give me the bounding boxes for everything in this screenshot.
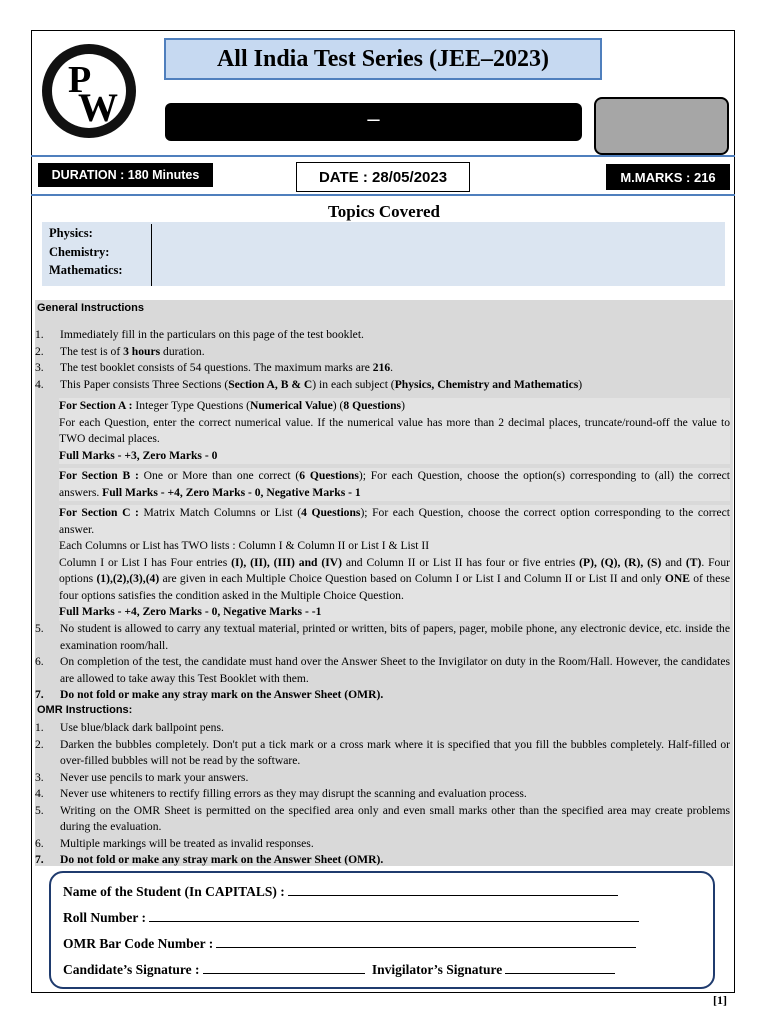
instruction-item: 1. Immediately fill in the particulars on this page of the test booklet.	[35, 328, 364, 341]
omr-item: 4. Never use whiteners to rectify filling errors as they may disrupt the scanning and evaluation process.	[35, 787, 527, 800]
section-c-block: For Section C : Matrix Match Columns or List (4 Questions); For each Question, choose the correct option corresponding to the correct answer. Each Columns or List has TWO lists : Column I & Column II or List I & List II Column I or List I has Four entries (I), (II), (III) and (IV) and Column II or List II has four or five entries (P), (Q), (R), (S) and (T). Four options (1),(2),(3),(4) are given in each Multiple Choice Question based on Column I or List I and Column II or List II and only ONE of these four options satisfies the condition asked in the Multiple Choice Question. Full Marks - +4, Zero Marks - 0, Negative Marks - -1	[59, 505, 730, 621]
page-number: [1]	[713, 993, 727, 1007]
omr-barcode-row: OMR Bar Code Number :	[63, 935, 636, 952]
date-box: DATE : 28/05/2023	[296, 162, 470, 192]
instruction-item: 3. The test booklet consists of 54 questions. The maximum marks are 216.	[35, 361, 394, 374]
instruction-item: 7. Do not fold or make any stray mark on the Answer Sheet (OMR).	[35, 688, 384, 701]
omr-item: 6. Multiple markings will be treated as invalid responses.	[35, 836, 314, 850]
topics-title: Topics Covered	[328, 202, 440, 221]
section-a-block: For Section A : Integer Type Questions (Numerical Value) (8 Questions) For each Question, enter the correct numerical value. If the numerical value has more than 2 decimal places, truncate/round-off the value to TWO decimal places. Full Marks - +3, Zero Marks - 0	[59, 398, 730, 464]
topics-box	[42, 222, 725, 286]
student-name-field[interactable]	[288, 883, 618, 896]
section-b-block: For Section B : One or More than one correct (6 Questions); For each Question, choose the option(s) corresponding to (all) the correct answers. Full Marks - +4, Zero Marks - 0, Negative Marks - 1	[59, 468, 730, 501]
invigilator-signature-field[interactable]	[505, 961, 615, 974]
logo-letter-w: W	[78, 85, 118, 130]
instruction-item: 6. On completion of the test, the candidate must hand over the Answer Sheet to the Invigilator on duty in the Room/Hall. However, the candidates are allowed to take away this Test Booklet with them.	[35, 655, 730, 685]
student-name-row: Name of the Student (In CAPITALS) :	[63, 883, 618, 900]
omr-item: 2. Darken the bubbles completely. Don't put a tick mark or a cross mark where it is specified that you fill the bubbles completely. Half-filled or over-filled bubbles will not be read by the software.	[35, 737, 730, 767]
instruction-item: 4. This Paper consists Three Sections (Section A, B & C) in each subject (Physics, Chemistry and Mathematics)	[35, 377, 583, 391]
omr-item: 1. Use blue/black dark ballpoint pens.	[35, 721, 224, 734]
omr-item: 7. Do not fold or make any stray mark on the Answer Sheet (OMR).	[35, 853, 384, 866]
candidate-signature-field[interactable]	[203, 961, 365, 974]
omr-instructions-heading: OMR Instructions:	[37, 704, 133, 716]
logo-letter-p: P	[68, 59, 92, 101]
pw-logo	[42, 44, 136, 138]
header-divider-top	[31, 155, 735, 157]
signature-row: Candidate’s Signature : Invigilator’s Signature	[63, 961, 615, 978]
omr-barcode-field[interactable]	[216, 935, 636, 948]
grey-code-box	[594, 97, 729, 155]
topic-mathematics-label: Mathematics:	[49, 263, 123, 277]
topic-physics-label: Physics:	[49, 226, 93, 240]
topic-chemistry-label: Chemistry:	[49, 244, 110, 259]
header-divider-bottom	[31, 194, 735, 196]
roll-number-field[interactable]	[149, 909, 639, 922]
instruction-item: 2. The test is of 3 hours duration.	[35, 344, 205, 358]
candidate-details-form	[49, 871, 715, 989]
test-title: All India Test Series (JEE–2023)	[164, 38, 602, 80]
omr-item: 3. Never use pencils to mark your answers.	[35, 770, 249, 784]
omr-item: 5. Writing on the OMR Sheet is permitted on the specified area only and even small marks other than the specified area may create problems during the evaluation.	[35, 803, 730, 833]
max-marks-badge: M.MARKS : 216	[606, 164, 730, 190]
general-instructions	[35, 300, 733, 866]
roll-number-row: Roll Number :	[63, 909, 639, 926]
instruction-item: 5. No student is allowed to carry any textual material, printed or written, bits of papers, pager, mobile phone, any electronic device, etc. inside the examination room/hall.	[35, 622, 730, 652]
general-instructions-heading: General Instructions	[37, 302, 144, 314]
duration-badge: DURATION : 180 Minutes	[38, 163, 213, 187]
test-code-bar: –	[165, 103, 582, 141]
